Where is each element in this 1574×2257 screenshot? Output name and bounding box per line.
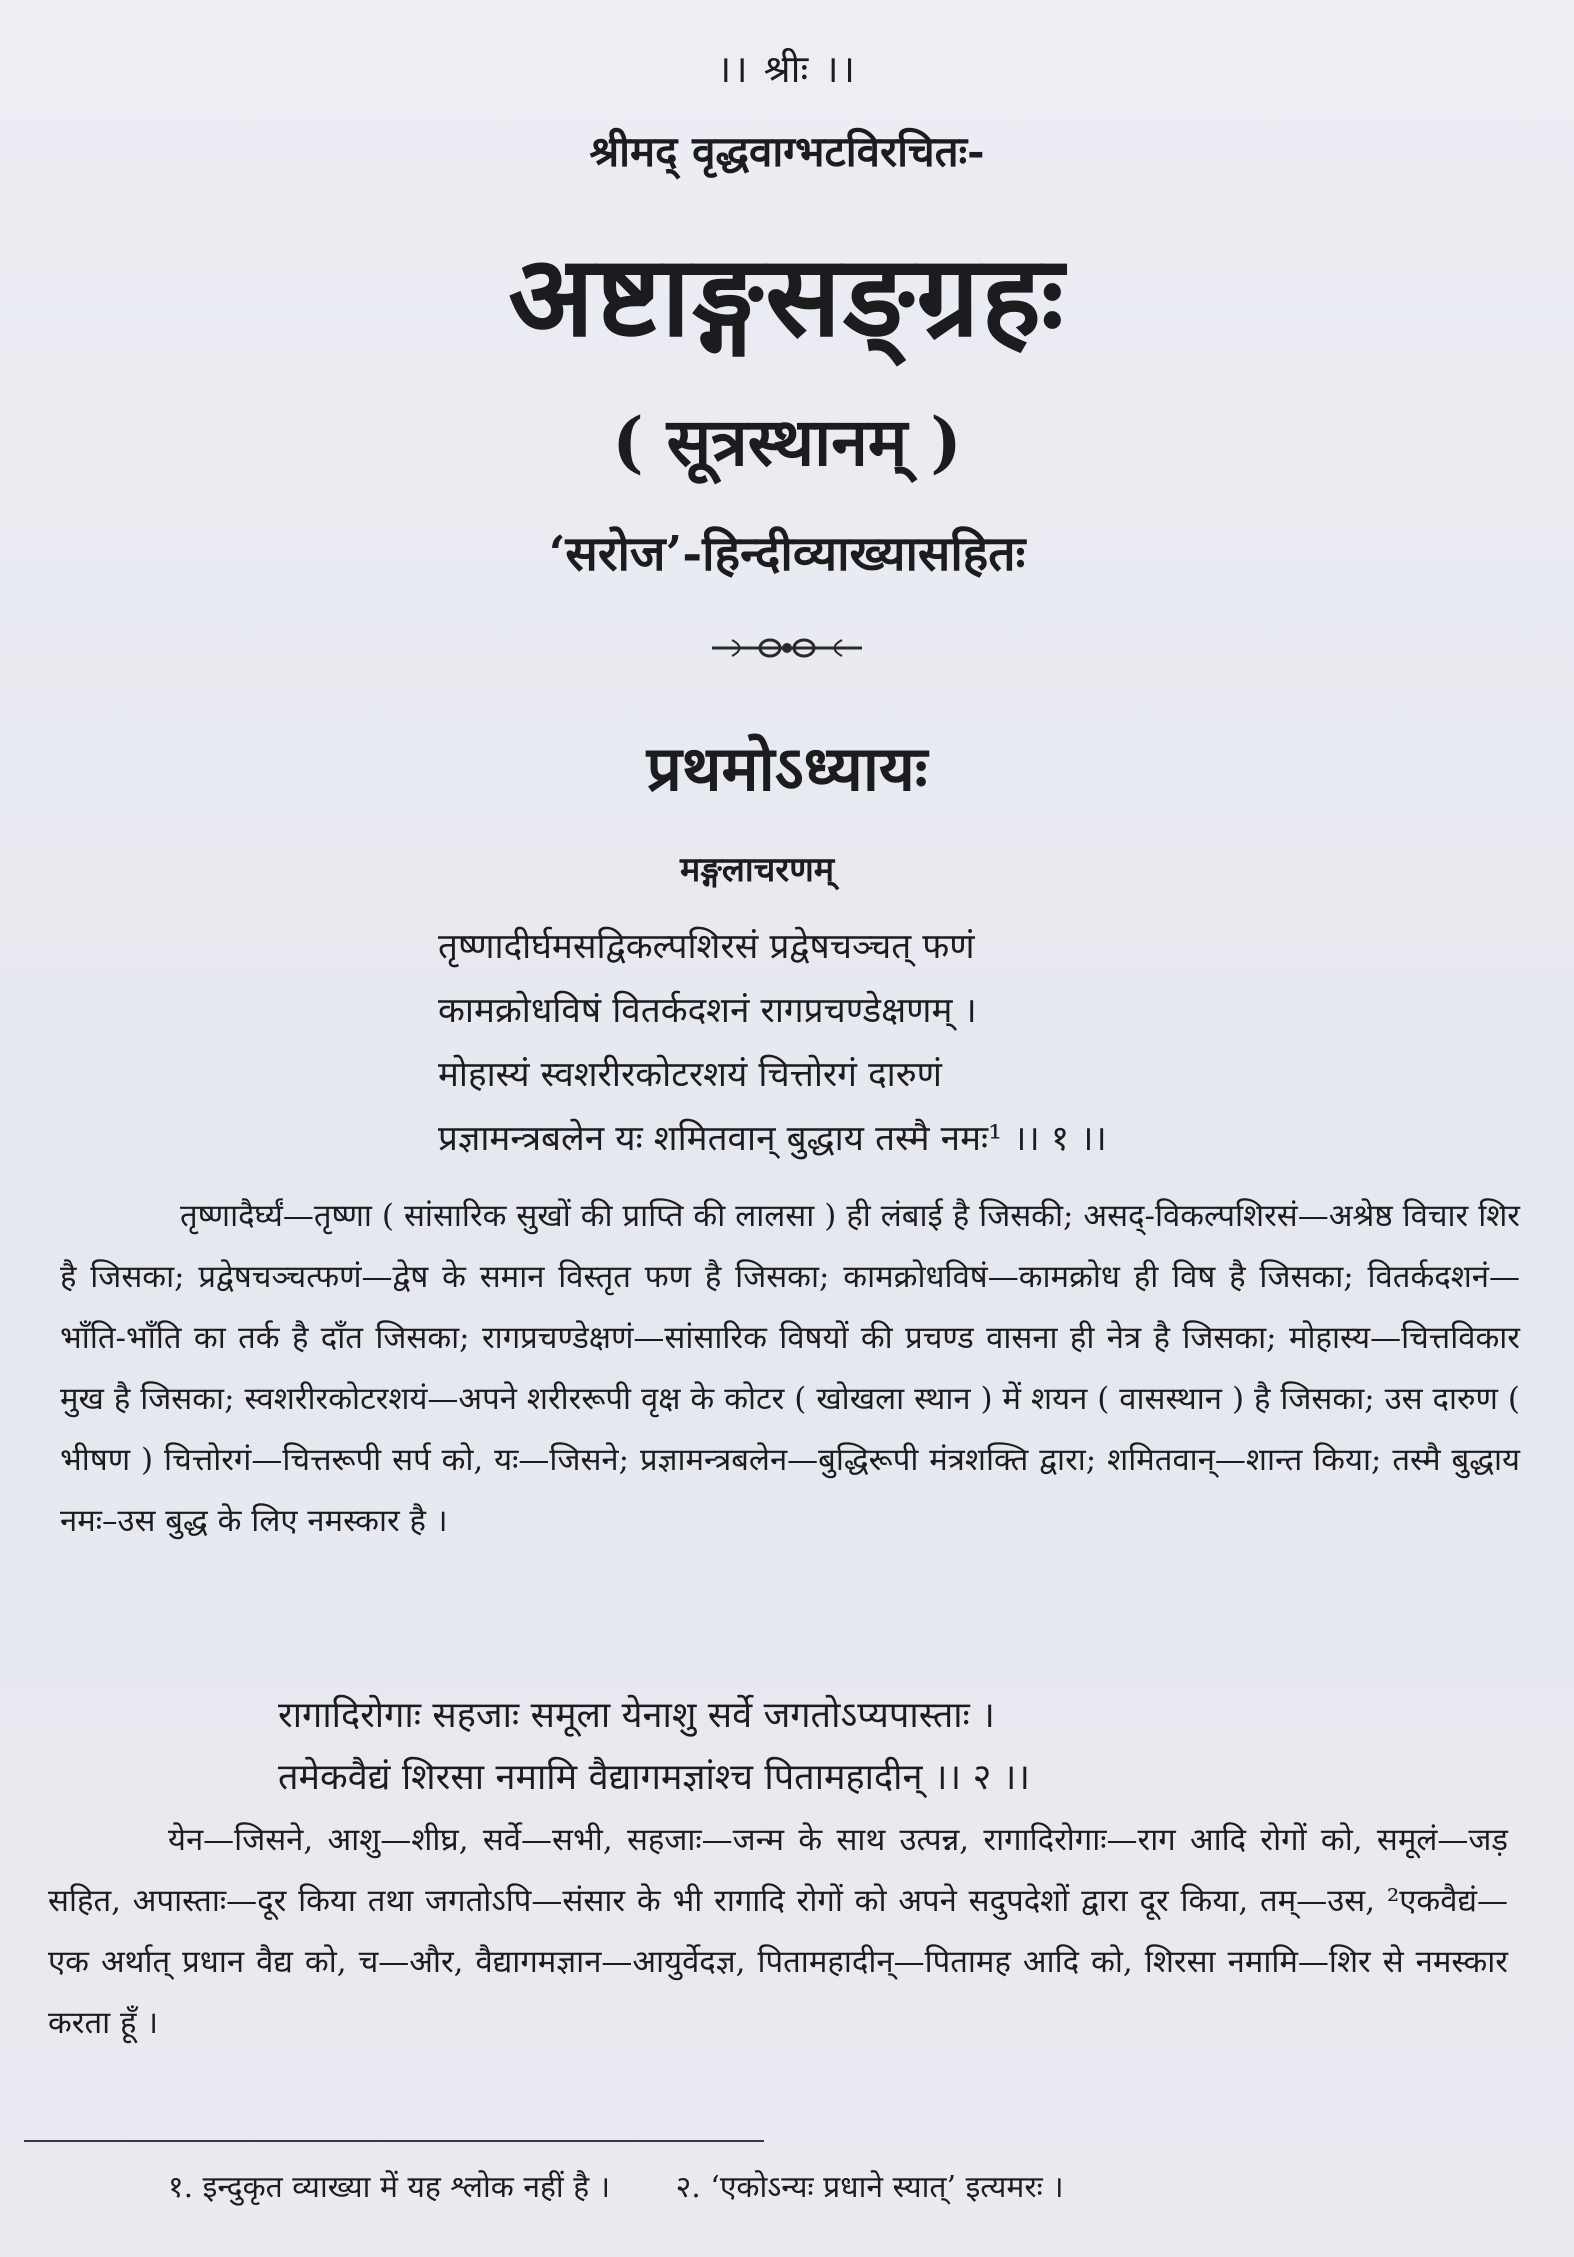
footnote-2: २. ‘एकोऽन्यः प्रधाने स्यात्’ इत्यमरः ।	[675, 2170, 1064, 2205]
book-subtitle: ( सूत्रस्थानम् )	[612, 403, 962, 481]
verse-2	[278, 1685, 1478, 1809]
invocation: ।। श्रीः ।।	[716, 47, 858, 91]
commentary-paragraph-2: येन—जिसने, आशु—शीघ्र, सर्वे—सभी, सहजाः—जन्म के साथ उत्पन्न, रागादिरोगाः—राग आदि रोगों को, समूलं—जड़ सहित, अपास्ताः—दूर किया तथा जगतोऽपि—संसार के भी रागादि रोगों को अपने सदुपदेशों द्वारा दूर किया, तम्—उस, ²एकवैद्यं—एक अर्थात् प्रधान वैद्य को, च—और, वैद्यागमज्ञान—आयुर्वेदज्ञ, पितामहादीन्—पितामह आदि को, शिरसा नमामि—शिर से नमस्कार करता हूँ ।	[48, 1822, 1508, 2041]
chapter-title: प्रथमोऽध्यायः	[646, 732, 928, 805]
verse-line: तृष्णादीर्घमसद्विकल्पशिरसं प्रद्वेषचञ्चत् फणं	[438, 927, 975, 967]
verse-line: तमेकवैद्यं शिरसा नमामि वैद्यागमज्ञांश्च पितामहादीन् ।। २ ।।	[278, 1757, 1031, 1798]
verse-line: रागादिरोगाः सहजाः समूला येनाशु सर्वे जगतोऽप्यपास्ताः ।	[278, 1695, 995, 1736]
verse-line: प्रज्ञामन्त्रबलेन यः शमितवान् बुद्धाय तस्मै नमः¹ ।। १ ।।	[438, 1119, 1107, 1159]
footnote-divider	[24, 2140, 764, 2142]
section-heading: मङ्गलाचरणम्	[680, 850, 835, 890]
footnote-1: १. इन्दुकृत व्याख्या में यह श्लोक नहीं है ।	[168, 2170, 611, 2205]
book-title: अष्टाङ्गसङ्ग्रहः	[508, 231, 1066, 362]
ornament-divider	[712, 628, 862, 668]
commentary-line: ‘सरोज’-हिन्दीव्याख्यासहितः	[548, 526, 1026, 582]
footnotes	[168, 2160, 1528, 2216]
verse-1	[438, 915, 1438, 1171]
commentary-paragraph-1: तृष्णादैर्घ्यं—तृष्णा ( सांसारिक सुखों की प्राप्ति की लालसा ) ही लंबाई है जिसकी; असद्-विकल्पशिरसं—अश्रेष्ठ विचार शिर है जिसका; प्रद्वेषचञ्चत्फणं—द्वेष के समान विस्तृत फण है जिसका; कामक्रोधविषं—कामक्रोध ही विष है जिसका; वितर्कदशनं—भाँति-भाँति का तर्क है दाँत जिसका; रागप्रचण्डेक्षणं—सांसारिक विषयों की प्रचण्ड वासना ही नेत्र है जिसका; मोहास्य—चित्तविकार मुख है जिसका; स्वशरीरकोटरशयं—अपने शरीररूपी वृक्ष के कोटर ( खोखला स्थान ) में शयन ( वासस्थान ) है जिसका; उस दारुण ( भीषण ) चित्तोरगं—चित्तरूपी सर्प को, यः—जिसने; प्रज्ञामन्त्रबलेन—बुद्धिरूपी मंत्रशक्ति द्वारा; शमितवान्—शान्त किया; तस्मै बुद्धाय नमः–उस बुद्ध के लिए नमस्कार है ।	[60, 1198, 1520, 1539]
verse-line: कामक्रोधविषं वितर्कदशनं रागप्रचण्डेक्षणम् ।	[438, 991, 977, 1031]
verse-line: मोहास्यं स्वशरीरकोटरशयं चित्तोरगं दारुणं	[438, 1055, 942, 1095]
author-line: श्रीमद् वृद्धवाग्भटविरचितः-	[589, 127, 985, 176]
